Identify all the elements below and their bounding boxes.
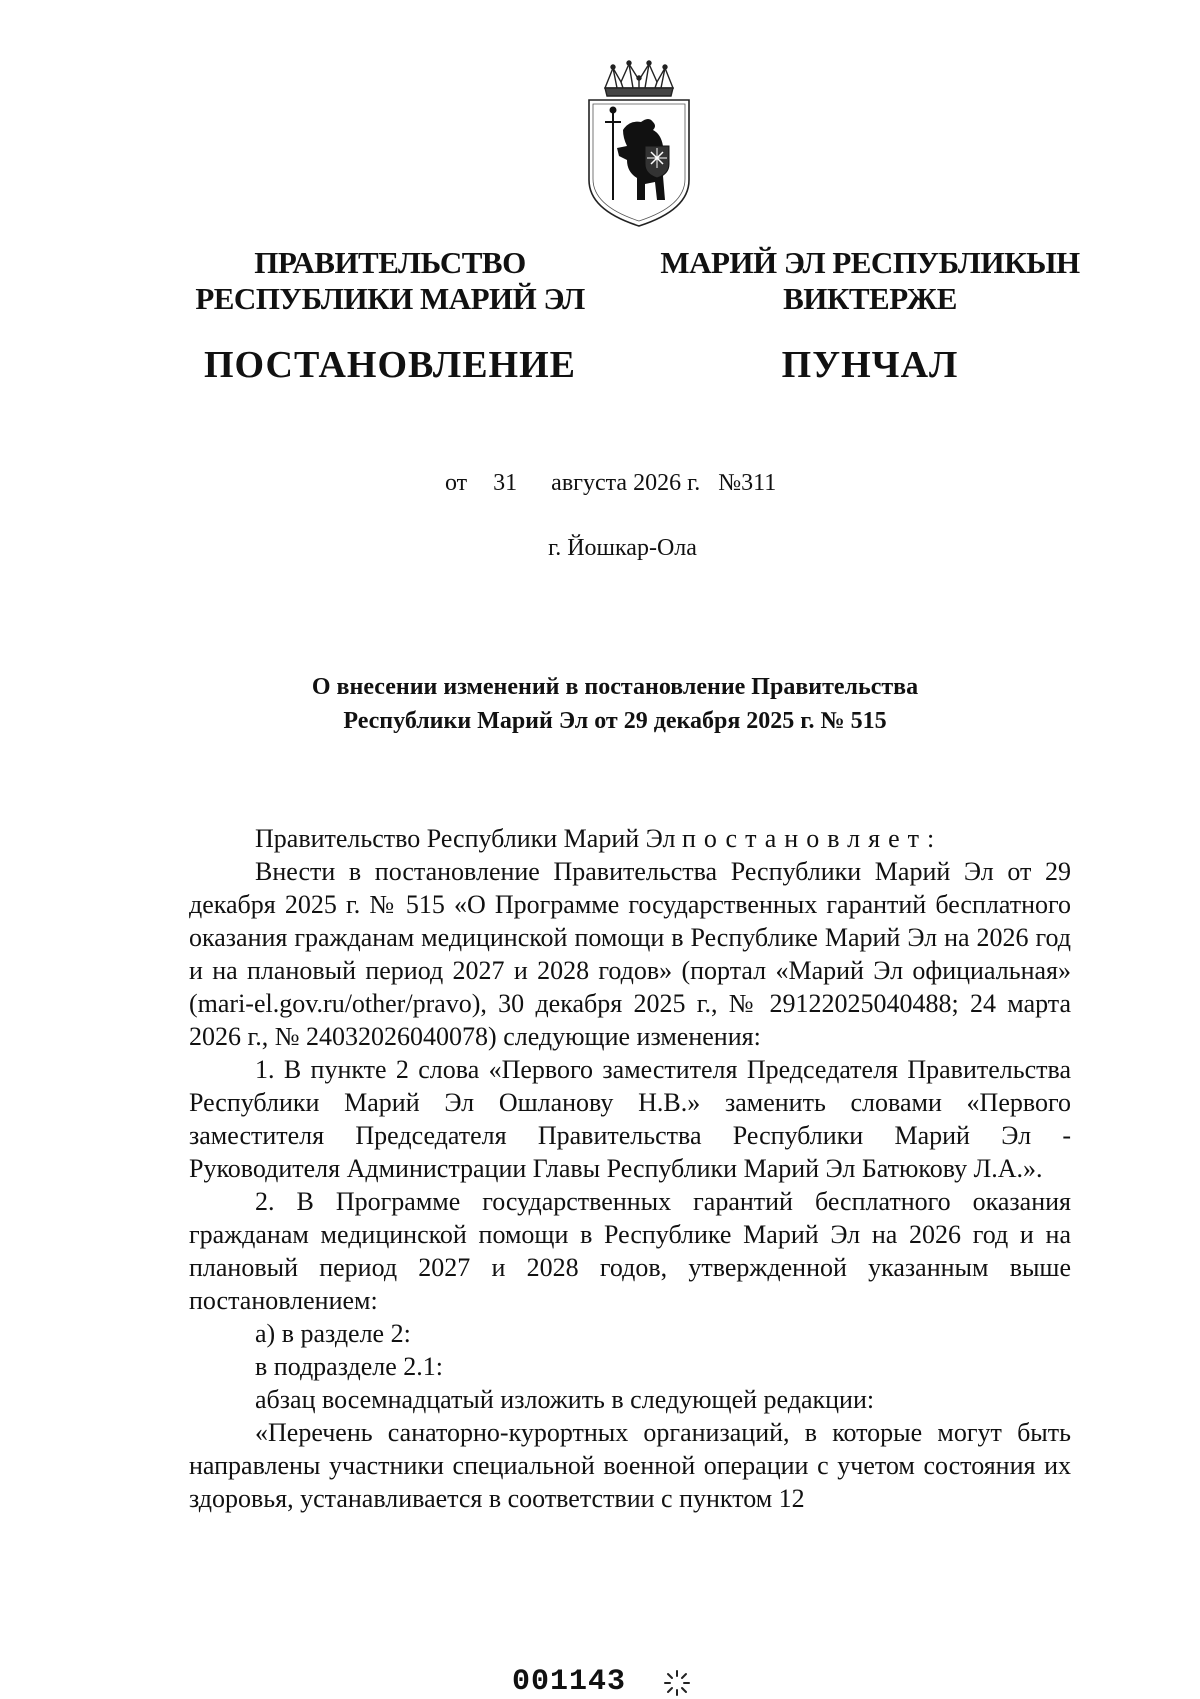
document-body	[189, 822, 1071, 1515]
date-line	[445, 470, 776, 497]
body-paragraph-7: «Перечень санаторно-курортных организаций, в которые могут быть направлены участники специальной военной операции с учетом состояния их здоровья, устанавливается в соответствии с пунктом 12	[189, 1418, 1071, 1513]
document-title	[180, 670, 1050, 738]
body-paragraph-1: Внести в постановление Правительства Республики Марий Эл от 29 декабря 2025 г. № 515 «О Программе государственных гарантий бесплатного оказания гражданам медицинской помощи в Республике Марий Эл на 2026 год и на плановый период 2027 и 2028 годов» (портал «Марий Эл официальная» (mari-el.gov.ru/other/pravo), 30 декабря 2025 г., № 29122025040488; 24 марта 2026 г., № 24032026040078) следующие изменения:	[189, 857, 1071, 1051]
body-paragraph-4: а) в разделе 2:	[255, 1319, 411, 1348]
serial-number: 001143	[512, 1665, 627, 1699]
coat-of-arms-icon	[583, 60, 695, 230]
header-left-line1: ПРАВИТЕЛЬСТВО	[254, 245, 526, 280]
header-right-block	[640, 245, 1100, 387]
body-paragraph-3: 2. В Программе государственных гарантий бесплатного оказания гражданам медицинской помощи в Республике Марий Эл на 2026 год и на плановый период 2027 и 2028 годов, утвержденной указанным выше постановлением:	[189, 1187, 1071, 1315]
date-month-year: августа 2026 г.	[551, 470, 701, 496]
document-number: 311	[741, 470, 777, 496]
body-paragraph-6: абзац восемнадцатый изложить в следующей редакции:	[255, 1385, 875, 1414]
date-prefix: от	[445, 470, 468, 496]
body-paragraph-5: в подразделе 2.1:	[255, 1352, 444, 1381]
title-line2: Республики Марий Эл от 29 декабря 2025 г. № 515	[343, 708, 887, 734]
intro-text: Правительство Республики Марий Эл	[255, 824, 682, 853]
header-right-line2: ВИКТЕРЖЕ	[783, 281, 957, 316]
body-paragraph-2: 1. В пункте 2 слова «Первого заместителя Председателя Правительства Республики Марий Эл Ошланову Н.В.» заменить словами «Первого заместителя Председателя Правительства Республики Марий Эл - Руководителя Администрации Главы Республики Марий Эл Батюкову Л.А.».	[189, 1055, 1071, 1183]
number-label: №	[718, 470, 742, 496]
intro-paragraph	[189, 822, 1071, 855]
asterisk-mark-icon	[662, 1668, 692, 1698]
title-line1: О внесении изменений в постановление Правительства	[311, 674, 919, 700]
header-left-block	[170, 245, 610, 387]
document-type-ru: ПОСТАНОВЛЕНИЕ	[203, 344, 577, 386]
header-left-line2: РЕСПУБЛИКИ МАРИЙ ЭЛ	[195, 281, 585, 316]
intro-decree-word: постановляет:	[681, 824, 943, 853]
date-day: 31	[493, 470, 518, 496]
header-right-line1: МАРИЙ ЭЛ РЕСПУБЛИКЫН	[660, 245, 1080, 280]
city: г. Йошкар-Ола	[548, 535, 697, 561]
document-type-mari: ПУНЧАЛ	[781, 344, 959, 386]
